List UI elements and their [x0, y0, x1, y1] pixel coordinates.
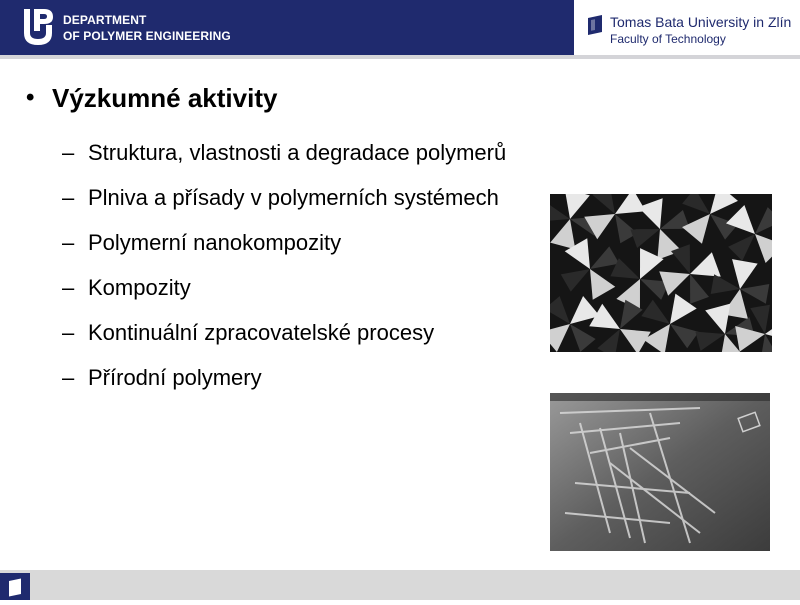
department-name: [63, 12, 231, 44]
crystal-micrograph: [550, 393, 770, 551]
faculty-name: Faculty of Technology: [610, 32, 726, 46]
header-divider: [0, 55, 800, 59]
list-item: [62, 175, 546, 220]
list-item-text: Přírodní polymery: [88, 365, 262, 390]
bullet-dot: •: [26, 84, 35, 111]
slide-footer: [0, 570, 800, 600]
main-bullet: [26, 80, 546, 116]
dash-marker: –: [62, 275, 75, 300]
utb-logo-icon: [0, 573, 30, 600]
department-line-1: DEPARTMENT: [63, 13, 147, 27]
department-banner: [0, 0, 574, 55]
dash-marker: –: [62, 320, 75, 345]
crystal-image: [550, 393, 770, 551]
list-item-text: Polymerní nanokompozity: [88, 230, 342, 255]
research-list: [62, 130, 546, 400]
list-item-text: Struktura, vlastnosti a degradace polymerů: [88, 140, 507, 165]
slide-content: [26, 80, 546, 400]
utb-logo-icon: [588, 15, 604, 35]
list-item-text: Kompozity: [88, 275, 191, 300]
dash-marker: –: [62, 140, 75, 165]
spherulite-micrograph: [550, 194, 772, 352]
department-line-2: OF POLYMER ENGINEERING: [63, 29, 231, 43]
list-item: [62, 130, 546, 175]
spherulite-image: [550, 194, 772, 352]
footer-logo: [0, 573, 30, 600]
list-item-text: Plniva a přísady v polymerních systémech: [88, 185, 499, 210]
list-item: [62, 220, 546, 265]
list-item-text: Kontinuální zpracovatelské procesy: [88, 320, 435, 345]
university-name: Tomas Bata University in Zlín: [610, 14, 792, 30]
dash-marker: –: [62, 365, 75, 390]
list-item: [62, 310, 546, 355]
main-bullet-text: Výzkumné aktivity: [52, 83, 278, 113]
dash-marker: –: [62, 230, 75, 255]
slide-header: [0, 0, 800, 55]
dash-marker: –: [62, 185, 75, 210]
university-text: [610, 14, 791, 47]
up-logo-icon: [20, 7, 56, 47]
list-item: [62, 265, 546, 310]
list-item: [62, 355, 546, 400]
